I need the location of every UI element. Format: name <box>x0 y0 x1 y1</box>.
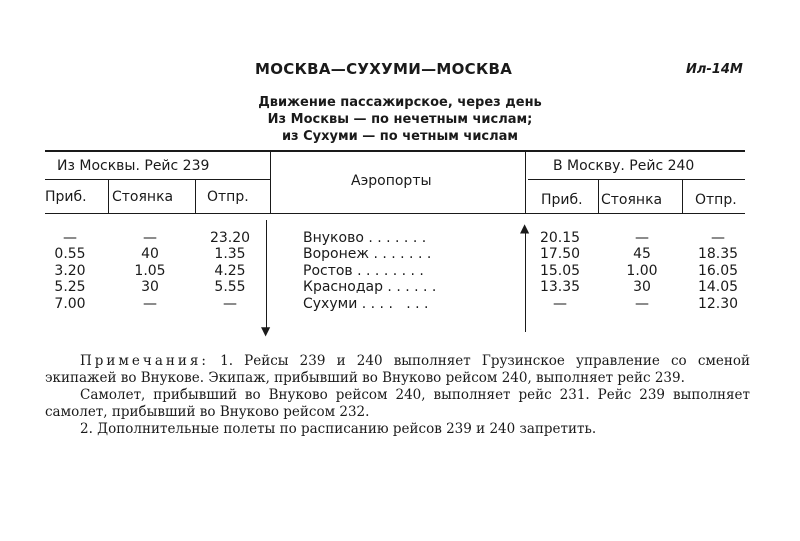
airport-name: Ростов . . . . . . . . <box>303 263 424 279</box>
table-cell: 1.00 <box>626 263 658 279</box>
table-cell: — <box>63 230 77 246</box>
right-stop-header: Стоянка <box>601 192 663 208</box>
table-cell: 14.05 <box>697 279 739 295</box>
schedule-subtitle <box>215 94 585 145</box>
subtitle-line: Движение пассажирское, через день <box>258 95 542 110</box>
left-stop-header: Стоянка <box>112 189 174 205</box>
left-arrival-header: Приб. <box>45 189 87 205</box>
table-cell: 12.30 <box>697 296 739 312</box>
header-bottom-rule <box>45 213 745 214</box>
table-cell: 16.05 <box>697 263 739 279</box>
column-divider <box>682 180 683 213</box>
subtitle-line: из Сухуми — по четным числам <box>281 129 519 144</box>
timetable-notes <box>45 353 750 438</box>
table-cell: — <box>553 296 567 312</box>
table-cell: 0.55 <box>54 246 86 262</box>
table-cell: 30 <box>633 279 651 295</box>
table-cell: 20.15 <box>539 230 581 246</box>
route-title: МОСКВА—СУХУМИ—МОСКВА <box>255 60 513 78</box>
column-divider <box>108 180 109 213</box>
airport-name: Сухуми . . . . . . . <box>303 296 429 312</box>
group-header-rule-right <box>528 179 745 180</box>
left-group-header: Из Москвы. Рейс 239 <box>57 158 210 174</box>
table-cell: 18.35 <box>697 246 739 262</box>
airport-name: Краснодар . . . . . . <box>303 279 437 295</box>
table-cell: 17.50 <box>539 246 581 262</box>
table-cell: 30 <box>141 279 159 295</box>
table-cell: 5.25 <box>54 279 86 295</box>
direction-arrow-down-line <box>266 220 267 333</box>
note-1b-text: Самолет, прибывший во Внуково рейсом 240, выполняет рейс 231. Рейс 239 выполняет самолет, прибывший во Внуково рейсом 232. <box>45 387 750 420</box>
right-departure-header: Отпр. <box>695 192 737 208</box>
table-cell: 15.05 <box>539 263 581 279</box>
right-arrival-header: Приб. <box>541 192 583 208</box>
airports-header: Аэропорты <box>351 173 432 189</box>
table-cell: 40 <box>141 246 159 262</box>
table-cell: 3.20 <box>54 263 86 279</box>
schedule-table <box>45 150 745 338</box>
table-cell: — <box>635 230 649 246</box>
airport-name: Внуково . . . . . . . <box>303 230 427 246</box>
arrow-down-icon: ▼ <box>261 324 271 338</box>
note-paragraph <box>45 353 750 387</box>
table-cell: 5.55 <box>214 279 246 295</box>
right-group-header: В Москву. Рейс 240 <box>553 158 695 174</box>
aircraft-type: Ил-14М <box>686 62 743 77</box>
table-cell: 1.35 <box>214 246 246 262</box>
airport-name: Воронеж . . . . . . . <box>303 246 432 262</box>
table-cell: 1.05 <box>134 263 166 279</box>
table-cell: 23.20 <box>209 230 251 246</box>
table-cell: — <box>711 230 725 246</box>
note-1-text: 1. Рейсы 239 и 240 выполняет Грузинское управление со сменой экипажей во Внукове. Экипаж, прибывший во Внуково рейсом 240, выполняет рейс 239. <box>45 353 750 386</box>
group-header-rule-left <box>45 179 270 180</box>
subtitle-line: Из Москвы — по нечетным числам; <box>267 112 533 127</box>
table-cell: 13.35 <box>539 279 581 295</box>
table-cell: 4.25 <box>214 263 246 279</box>
column-divider <box>195 180 196 213</box>
table-top-rule <box>45 150 745 152</box>
airports-right-divider <box>525 152 526 213</box>
table-cell: — <box>143 296 157 312</box>
table-cell: 45 <box>633 246 651 262</box>
table-cell: — <box>223 296 237 312</box>
direction-arrow-up-line <box>525 232 526 332</box>
arrow-up-icon: ▲ <box>520 221 530 235</box>
note-2-text: 2. Дополнительные полеты по расписанию рейсов 239 и 240 запретить. <box>80 421 597 437</box>
airports-left-divider <box>270 152 271 213</box>
left-departure-header: Отпр. <box>207 189 249 205</box>
table-cell: — <box>143 230 157 246</box>
notes-label: Примечания: <box>80 353 209 369</box>
table-cell: 7.00 <box>54 296 86 312</box>
column-divider <box>598 180 599 213</box>
table-cell: — <box>635 296 649 312</box>
